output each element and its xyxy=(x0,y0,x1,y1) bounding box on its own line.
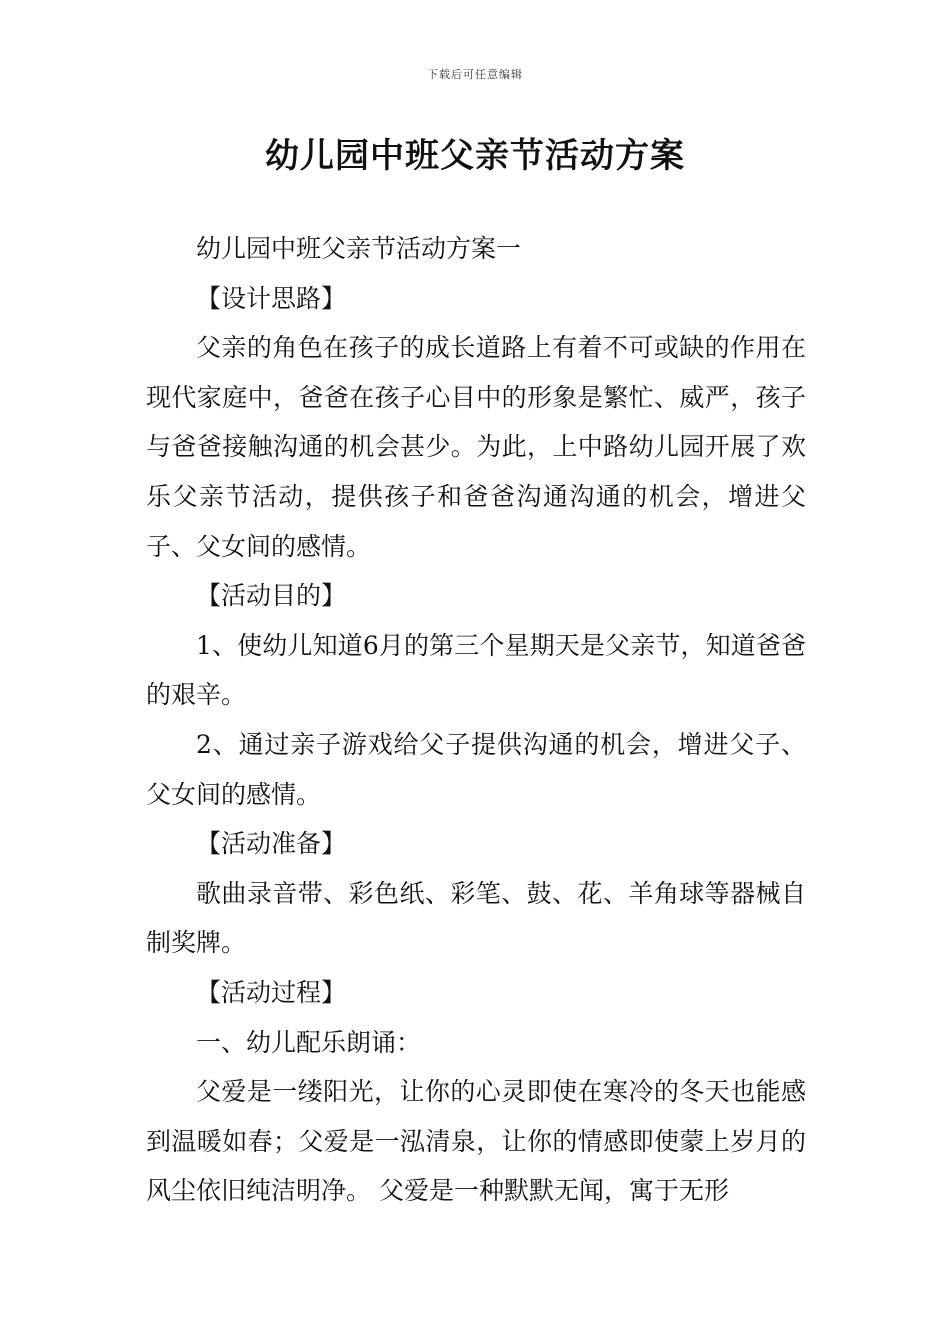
section-heading-activity-process: 【活动过程】 xyxy=(196,977,347,1007)
paragraph-design-idea: 父亲的角色在孩子的成长道路上有着不可或缺的作用在现代家庭中，爸爸在孩子心目中的形象是繁忙、威严，孩子与爸爸接触沟通的机会甚少。为此，上中路幼儿园开展了欢乐父亲节活动，提供孩子和爸爸沟通沟通的机会，增进父子、父女间的感情。 xyxy=(146,333,806,561)
subtitle-plan-one: 幼儿园中班父亲节活动方案一 xyxy=(196,234,522,263)
header-note: 下载后可任意编辑 xyxy=(427,68,523,81)
paragraph-preparation: 歌曲录音带、彩色纸、彩笔、鼓、花、羊角球等器械自制奖牌。 xyxy=(146,878,806,958)
section-heading-activity-preparation: 【活动准备】 xyxy=(196,829,347,859)
paragraph-process-step-1: 一、幼儿配乐朗诵： xyxy=(196,1027,422,1057)
section-heading-activity-goals: 【活动目的】 xyxy=(196,581,347,611)
document-body xyxy=(146,224,806,1216)
paragraph-goal-1: 1、使幼儿知道6月的第三个星期天是父亲节，知道爸爸的艰辛。 xyxy=(146,630,806,710)
section-heading-design-idea: 【设计思路】 xyxy=(196,283,347,313)
paragraph-recitation: 父爱是一缕阳光，让你的心灵即使在寒冷的冬天也能感到温暖如春；父爱是一泓清泉，让你的情感即使蒙上岁月的风尘依旧纯洁明净。 父爱是一种默默无闻，寓于无形 xyxy=(146,1077,806,1206)
paragraph-goal-2: 2、通过亲子游戏给父子提供沟通的机会，增进父子、父女间的感情。 xyxy=(146,729,806,809)
document-title: 幼儿园中班父亲节活动方案 xyxy=(265,136,685,176)
